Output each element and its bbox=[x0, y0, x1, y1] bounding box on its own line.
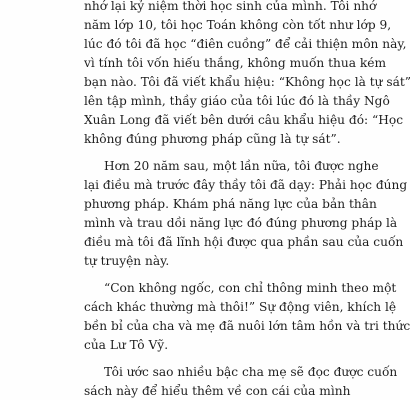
text-line-5: bạn nào. Tôi đã viết khẩu hiệu: “Không học là tự sát” bbox=[84, 75, 411, 89]
text-line-7: Xuân Long đã viết bên dưới câu khẩu hiệu đó: “Học bbox=[84, 113, 404, 127]
text-line-14: tự truyện này. bbox=[84, 254, 170, 268]
text-line-1: nhớ lại kỷ niệm thời học sinh của mình. Tôi nhớ bbox=[84, 0, 377, 13]
text-line-12: mình và trau dồi năng lực đó đúng phương pháp là bbox=[84, 216, 398, 230]
text-line-2: năm lớp 10, tôi học Toán không còn tốt như lớp 9, bbox=[84, 18, 392, 32]
text-line-4: vì tính tôi vốn hiếu thắng, không muốn thua kém bbox=[84, 56, 387, 70]
text-line-6: lên tập mình, thầy giáo của tôi lúc đó là thầy Ngô bbox=[84, 94, 390, 108]
text-line-17: bền bỉ của cha và mẹ đã nuôi lớn tâm hồn và tri thức bbox=[84, 319, 411, 333]
text-line-20: sách này để hiểu thêm về con cái của mình bbox=[84, 384, 351, 398]
text-line-16: cách khác thường mà thôi!” Sự động viên, khích lệ bbox=[84, 300, 397, 314]
text-line-10: lại điều mà trước đây thầy tôi đã dạy: Phải học đúng bbox=[84, 178, 408, 192]
text-line-8: không đúng phương pháp cũng là tự sát”. bbox=[84, 132, 341, 146]
text-line-9: Hơn 20 năm sau, một lần nữa, tôi được nghe bbox=[104, 159, 379, 173]
text-line-15: “Con không ngốc, con chỉ thông minh theo một bbox=[104, 281, 397, 295]
text-line-18: của Lư Tô Vỹ. bbox=[84, 338, 169, 352]
text-line-13: điều mà tôi đã lĩnh hội được qua phần sau của cuốn bbox=[84, 235, 404, 249]
text-line-3: lúc đó tôi đã học “điên cuồng” để cải thiện môn này, bbox=[84, 37, 407, 51]
text-line-19: Tôi ước sao nhiều bậc cha mẹ sẽ đọc được cuốn bbox=[104, 365, 398, 379]
text-line-11: phương pháp. Khám phá năng lực của bản thân bbox=[84, 197, 377, 211]
